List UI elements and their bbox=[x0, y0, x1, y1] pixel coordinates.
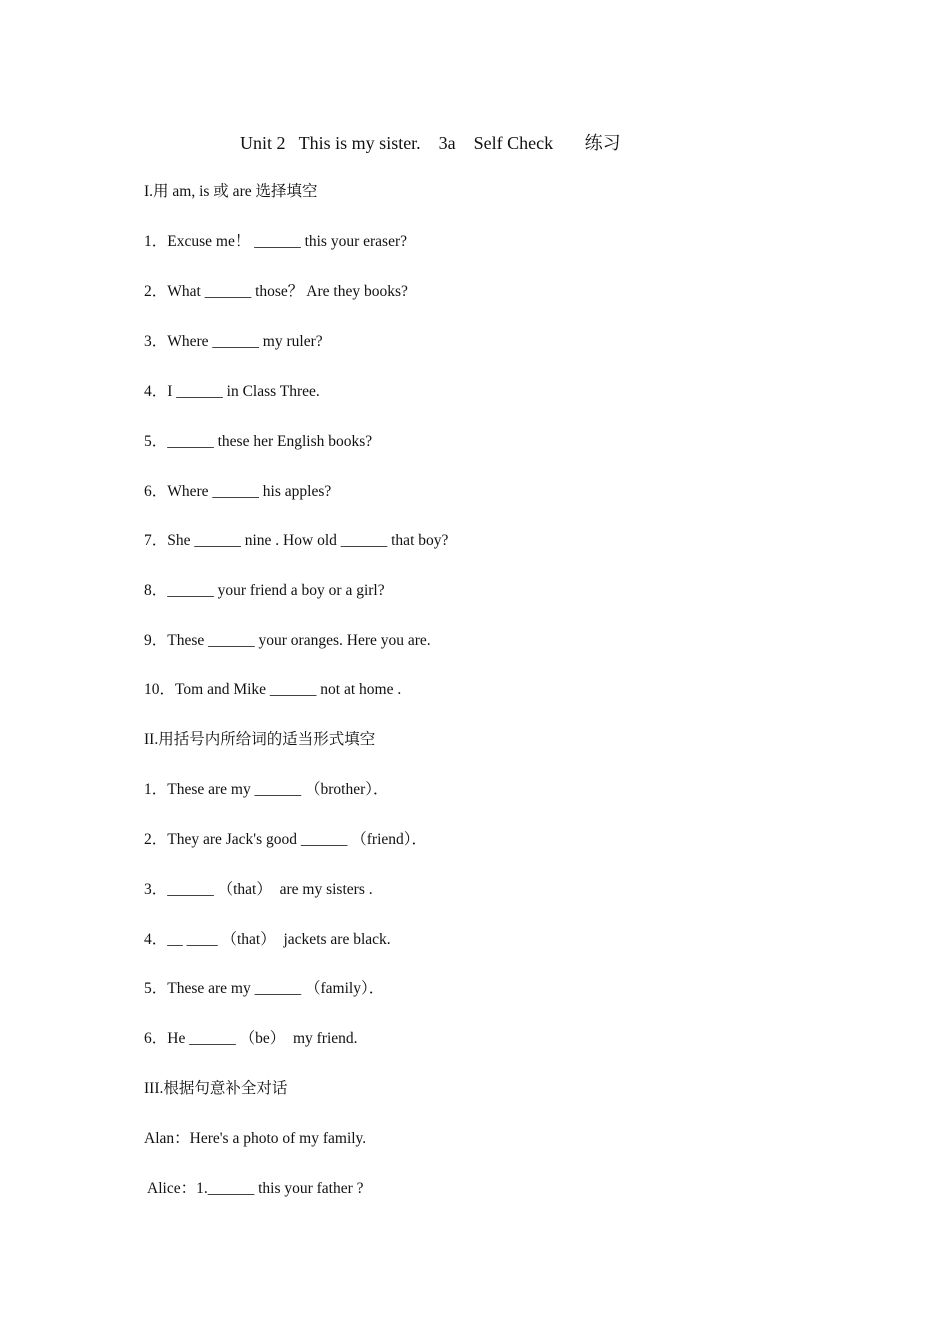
question-item: 6．Where ______ his apples? bbox=[144, 483, 332, 500]
section-heading: I.用 am, is 或 are 选择填空 bbox=[144, 183, 318, 200]
question-item: 2．What ______ those？ Are they books? bbox=[144, 283, 408, 300]
dialogue-line: Alice：1.______ this your father ? bbox=[144, 1180, 364, 1197]
question-item: 2．They are Jack's good ______ （friend）． bbox=[144, 831, 428, 848]
dialogue-line: Alan：Here's a photo of my family. bbox=[144, 1130, 367, 1147]
question-item: 3．Where ______ my ruler? bbox=[144, 333, 323, 350]
question-item: 5．These are my ______ （family）． bbox=[144, 980, 385, 997]
question-item: 6．He ______ （be） my friend. bbox=[144, 1030, 358, 1047]
question-item: 4．__ ____ （that） jackets are black. bbox=[144, 931, 391, 948]
section-heading: III.根据句意补全对话 bbox=[144, 1080, 288, 1097]
question-item: 10．Tom and Mike ______ not at home . bbox=[144, 681, 402, 698]
question-item: 7．She ______ nine . How old ______ that boy? bbox=[144, 532, 449, 549]
question-item: 4．I ______ in Class Three. bbox=[144, 383, 320, 400]
question-item: 8．______ your friend a boy or a girl? bbox=[144, 582, 385, 599]
question-item: 1．These are my ______ （brother）． bbox=[144, 781, 389, 798]
worksheet-title: Unit 2 This is my sister. 3a Self Check 练习 bbox=[240, 133, 621, 153]
question-item: 3．______ （that） are my sisters . bbox=[144, 881, 373, 898]
question-item: 5．______ these her English books? bbox=[144, 433, 373, 450]
section-heading: II.用括号内所给词的适当形式填空 bbox=[144, 731, 376, 748]
question-item: 9．These ______ your oranges. Here you are. bbox=[144, 632, 431, 649]
question-item: 1．Excuse me！ ______ this your eraser? bbox=[144, 233, 408, 250]
